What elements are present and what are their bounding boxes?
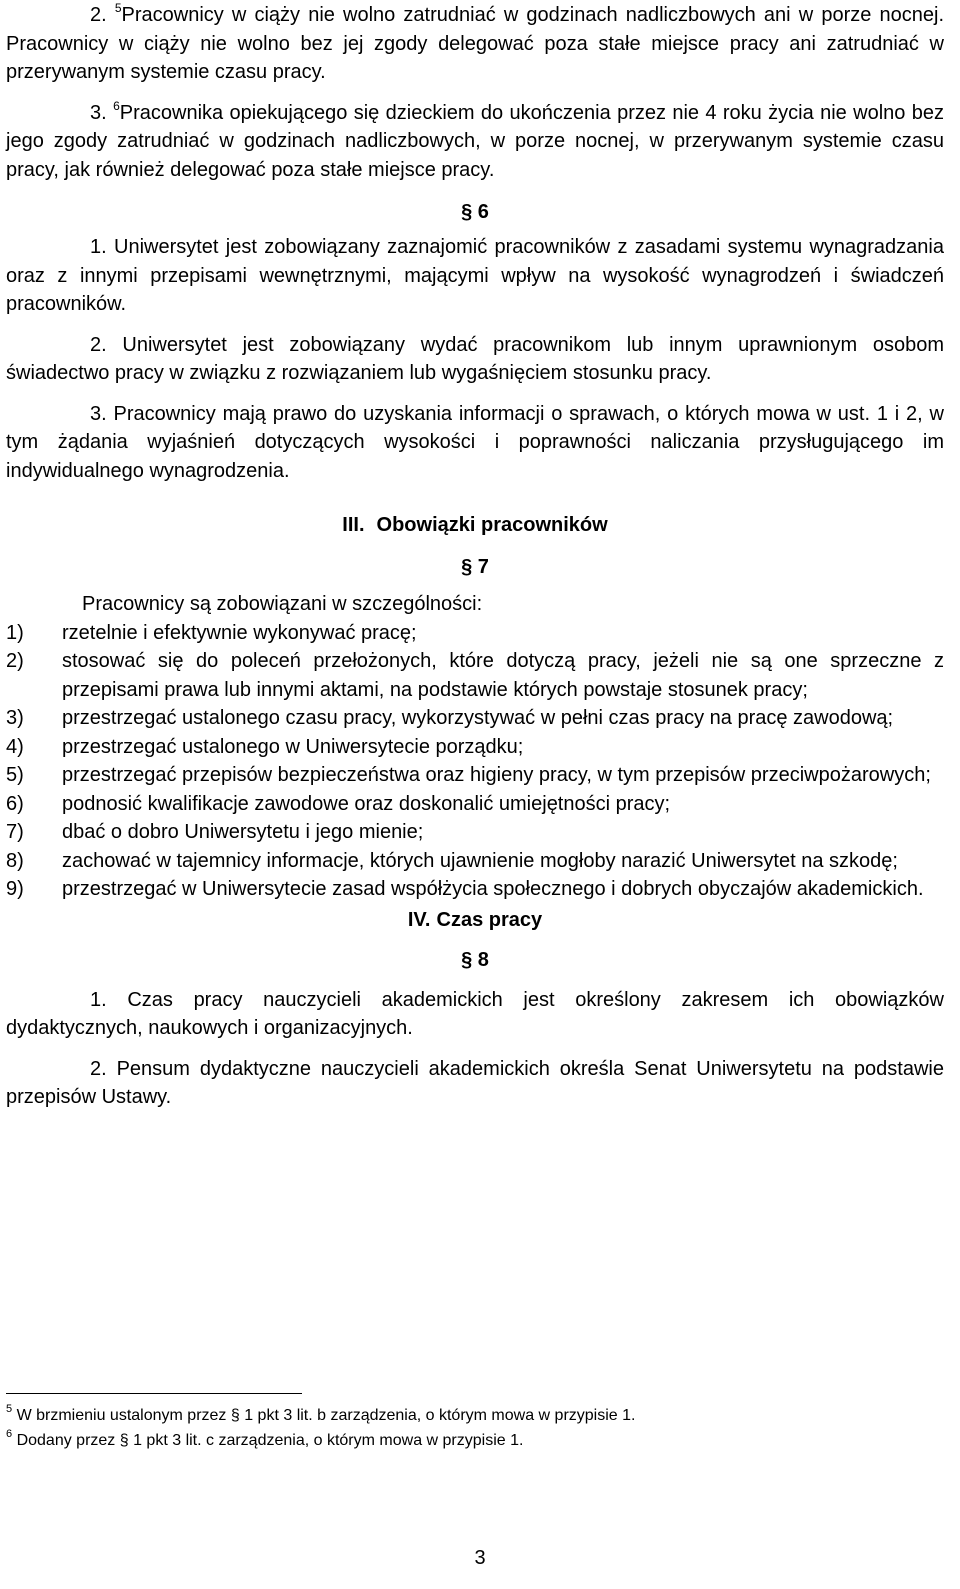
paragraph-6-2: 2. Uniwersytet jest zobowiązany wydać pracownikom lub innym uprawnionym osobom świadectwo pracy w związku z rozwiązaniem lub wygaśnięciem stosunku pracy. xyxy=(6,333,944,384)
paragraph-text: Pracownicy w ciąży nie wolno zatrudniać w godzinach nadliczbowych ani w porze nocnej. Pracownicy w ciąży nie wolno bez jej zgody delegować poza stałe miejsce pracy ani zatrudniać w przerywanym systemie czasu pracy. xyxy=(6,4,944,83)
footnote-number: 6 xyxy=(6,1428,13,1440)
chapter-number: III. xyxy=(342,514,365,536)
list-item: 3) przestrzegać ustalonego czasu pracy, wykorzystywać w pełni czas pracy na pracę zawodową; xyxy=(6,707,894,729)
section-sign-8: § 8 xyxy=(461,948,489,971)
footnote-ref: 5 xyxy=(114,1,122,15)
footnote-ref: 6 xyxy=(113,98,120,113)
list-item: 5) przestrzegać przepisów bezpieczeństwa oraz higieny pracy, w tym przepisów przeciwpożarowych; xyxy=(6,764,931,786)
document-page xyxy=(6,0,944,1112)
page-number: 3 xyxy=(474,1547,486,1569)
list-item: 2) stosować się do poleceń przełożonych, które dotyczą pracy, jeżeli nie są one sprzeczne z przepisami prawa lub innymi aktami, na podstawie których powstaje stosunek pracy; xyxy=(6,650,944,701)
footnote-number: 5 xyxy=(6,1403,13,1415)
chapter-title: Obowiązki pracowników xyxy=(376,514,608,536)
paragraph-5-2 xyxy=(6,1,944,87)
list-item: 8) zachować w tajemnicy informacje, których ujawnienie mogłoby narazić Uniwersytet na szkodę; xyxy=(6,849,898,872)
footnote-5 xyxy=(6,1403,944,1428)
section-sign-6: § 6 xyxy=(461,201,489,223)
list-item: 4) przestrzegać ustalonego w Uniwersytecie porządku; xyxy=(6,735,524,758)
paragraph-number: 3. xyxy=(90,101,107,124)
footnote-6 xyxy=(6,1428,944,1453)
footnote-text: Dodany przez § 1 pkt 3 lit. c zarządzenia, o którym mowa w przypisie 1. xyxy=(16,1432,524,1449)
chapter-heading-iv xyxy=(6,906,944,934)
chapter-title: Czas pracy xyxy=(436,908,543,931)
footnotes xyxy=(6,1403,944,1453)
paragraph-8-2: 2. Pensum dydaktyczne nauczycieli akademickich określa Senat Uniwersytetu na podstawie przepisów Ustawy. xyxy=(6,1057,944,1108)
paragraph-6-3: 3. Pracownicy mają prawo do uzyskania informacji o sprawach, o których mowa w ust. 1 i 2, w tym żądania wyjaśnień dotyczących wysokości i poprawności naliczania przysługującego im indywidualnego wynagrodzenia. xyxy=(6,402,944,482)
footnote-divider xyxy=(6,1393,302,1394)
chapter-number: IV. xyxy=(407,908,431,931)
paragraph-5-3 xyxy=(6,99,944,185)
paragraph-text: Pracownika opiekującego się dzieckiem do ukończenia przez nie 4 roku życia nie wolno bez jego zgody zatrudniać w godzinach nadliczbowych, w porze nocnej, w przerywanym systemie czasu pracy, jak również delegować poza stałe miejsce pracy. xyxy=(6,101,945,181)
list-item: 6) podnosić kwalifikacje zawodowe oraz doskonalić umiejętności pracy; xyxy=(6,792,671,815)
paragraph-8-1: 1. Czas pracy nauczycieli akademickich jest określony zakresem ich obowiązków dydaktycznych, naukowych i organizacyjnych. xyxy=(6,988,944,1039)
duties-list xyxy=(6,619,944,904)
list-item: 1) rzetelnie i efektywnie wykonywać pracę; xyxy=(6,621,417,644)
section-7-intro: Pracownicy są zobowiązani w szczególności: xyxy=(82,593,483,615)
list-item: 9) przestrzegać w Uniwersytecie zasad współżycia społecznego i dobrych obyczajów akademickich. xyxy=(6,878,924,900)
section-sign-7: § 7 xyxy=(461,556,489,578)
paragraph-6-1: 1. Uniwersytet jest zobowiązany zaznajomić pracowników z zasadami systemu wynagradzania oraz z innymi przepisami wewnętrznymi, mającymi wpływ na wysokość wynagrodzeń i świadczeń pracowników. xyxy=(6,236,944,315)
paragraph-number: 2. xyxy=(90,4,107,26)
chapter-heading-iii xyxy=(6,511,944,539)
list-item: 7) dbać o dobro Uniwersytetu i jego mienie; xyxy=(6,821,424,843)
footnote-text: W brzmieniu ustalonym przez § 1 pkt 3 lit. b zarządzenia, o którym mowa w przypisie 1. xyxy=(16,1407,636,1424)
